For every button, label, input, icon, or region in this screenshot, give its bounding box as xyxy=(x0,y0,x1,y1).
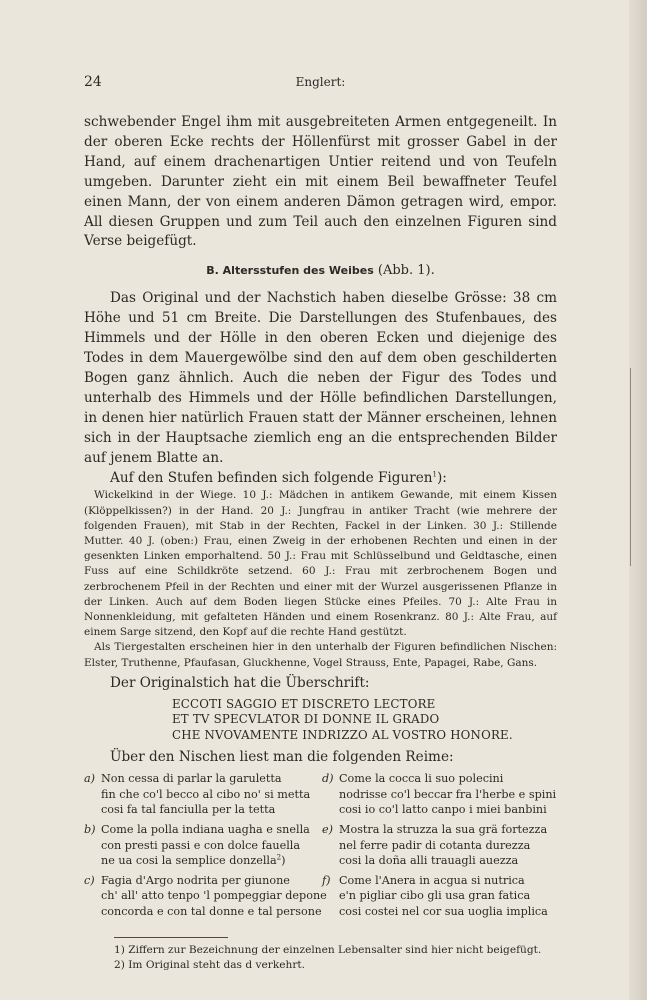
verses xyxy=(84,771,557,923)
verse-line: fin che co'l becco al cibo no' si metta xyxy=(101,787,311,801)
verse-stanza xyxy=(322,771,557,818)
verse-label: d) xyxy=(322,772,334,786)
verse-stanza xyxy=(322,873,557,920)
paragraph-verses-intro: Über den Nischen liest man die folgenden Reime: xyxy=(110,749,454,766)
verse-line: cosi fa tal fanciulla per la tetta xyxy=(101,803,276,817)
footnote-rule xyxy=(114,937,228,938)
page-number: 24 xyxy=(84,74,102,90)
verse-stanza xyxy=(322,822,557,869)
page-gutter xyxy=(629,0,647,1000)
intro-paragraph: schwebender Engel ihm mit ausgebreiteten Armen entgegeneilt. In der oberen Ecke rechts der Höllenfürst mit grosser Gabel in der Hand, auf einem drachenartigen Untier reitend und von Teufeln umgeben. Darunter zieht ein mit einem Beil bewaffneter Teufel einen Mann, der von einem anderen Dämon getragen wird, empor. All diesen Gruppen und zum Teil auch den einzelnen Figuren sind Verse beigefügt. xyxy=(84,114,557,250)
paragraph-dimensions: Das Original und der Nachstich haben dieselbe Grösse: 38 cm Höhe und 51 cm Breite. Die Darstellungen des Stufenbaues, des Himmels und der Hölle in den oberen Ecken und diejenige des Todes in dem Mauergewölbe sind den auf dem oben geschilderten Bogen ganz ähnlich. Auch die neben der Figur des Todes und unterhalb des Himmels und der Hölle befindlichen Darstellungen, in denen hier natürlich Frauen statt der Männer erscheinen, lehnen sich in der Hauptsache ziemlich eng an die entsprechenden Bilder auf jenem Blatte an. xyxy=(84,290,557,466)
footnote-ref-2-tail: ) xyxy=(281,854,286,868)
verse-line: nodrisse co'l beccar fra l'herbe e spini xyxy=(339,787,557,801)
verse-line: nel ferre padir di cotanta durezza xyxy=(339,838,531,852)
paragraph-inscription-intro: Der Originalstich hat die Überschrift: xyxy=(110,674,370,691)
verse-text: Non cessa di parlar la garuletta xyxy=(101,772,282,786)
verse-line: cosi costei nel cor sua uoglia implica xyxy=(339,904,548,918)
footnote-ref-1: 1 xyxy=(432,469,437,478)
running-head: Englert: xyxy=(295,75,346,89)
verse-text: Mostra la struzza la sua grä fortezza xyxy=(339,822,548,836)
binding-line xyxy=(630,368,631,566)
verse-line: cosi io co'l latto canpo i miei banbini xyxy=(339,803,547,817)
page-body xyxy=(84,113,557,973)
footnote: 1) Ziffern zur Bezeichnung der einzelnen Lebensalter sind hier nicht beigefügt. xyxy=(114,943,542,956)
verse-line xyxy=(84,873,319,889)
footnote-ref-2: 2 xyxy=(276,853,282,862)
page-header xyxy=(84,74,557,92)
verse-text: Come l'Anera in acgua si nutrica xyxy=(339,873,525,887)
inscription xyxy=(172,697,557,744)
verse-stanza xyxy=(84,873,327,920)
section-heading-figure-ref: (Abb. 1). xyxy=(377,263,435,279)
verse-text: Come la polla indiana uagha e snella xyxy=(101,822,310,836)
inscription-line: CHE NVOVAMENTE INDRIZZO AL VOSTRO HONORE. xyxy=(172,727,513,742)
verse-line: con presti passi e con dolce fauella xyxy=(101,838,301,852)
verse-line xyxy=(322,771,557,787)
verse-stanza xyxy=(84,822,319,869)
inscription-line: ECCOTI SAGGIO ET DISCRETO LECTORE xyxy=(172,696,436,711)
verse-line xyxy=(84,771,319,787)
figures-intro-text: Auf den Stufen befinden sich folgende Figuren xyxy=(110,469,433,486)
animals-description: Als Tiergestalten erscheinen hier in den unterhalb der Figuren befindlichen Nischen: Elster, Truthenne, Pfaufasan, Gluckhenne, Vogel Strauss, Ente, Papagei, Rabe, Gans. xyxy=(84,641,557,669)
figures-intro-tail: ): xyxy=(436,469,447,486)
verses-right-column xyxy=(322,771,557,923)
verse-line: ch' all' atto tenpo 'l pompeggiar depone xyxy=(101,889,327,903)
verse-line: concorda e con tal donne e tal persone xyxy=(101,904,322,918)
paragraph-figures-intro xyxy=(84,469,557,489)
verse-label: c) xyxy=(84,873,95,887)
verse-text: Fagia d'Argo nodrita per giunone xyxy=(101,873,290,887)
verse-line xyxy=(84,822,319,838)
verse-line: e'n pigliar cibo gli usa gran fatica xyxy=(339,889,531,903)
figures-description: Wickelkind in der Wiege. 10 J.: Mädchen in antikem Gewande, mit einem Kissen (Klöppelkissen?) in der Hand. 20 J.: Jungfrau in antiker Tracht (wie mehrere der folgenden Frauen), mit Stab in der Rechten, Fackel in der Linken. 30 J.: Stillende Mutter. 40 J. (oben:) Frau, einen Zweig in der erhobenen Rechten und einen in der gesenkten Linken emporhaltend. 50 J.: Frau mit Schlüsselbund und Geldtasche, einen Fuss auf eine Schildkröte setzend. 60 J.: Frau mit zerbrochenem Bogen und zerbrochenem Pfeil in der Rechten und einer mit der Wurzel ausgerissenen Pflanze in der Linken. Auch auf dem Boden liegen Stücke eines Pfeiles. 70 J.: Alte Frau in Nonnenkleidung, mit gefalteten Händen und einem Rosenkranz. 80 J.: Alte Frau, auf einem Sarge sitzend, den Kopf auf die rechte Hand gestützt. xyxy=(84,489,557,639)
verse-text: Come la cocca li suo polecini xyxy=(339,772,504,786)
section-heading xyxy=(84,262,557,280)
section-heading-title: B. Altersstufen des Weibes xyxy=(206,264,374,278)
verse-stanza xyxy=(84,771,319,818)
verse-label: a) xyxy=(84,772,96,786)
verse-label: e) xyxy=(322,822,333,836)
verse-text: ne ua cosi la semplice donzella xyxy=(101,854,277,868)
footnote: 2) Im Original steht das d verkehrt. xyxy=(114,958,306,971)
verse-line: cosi la doña alli trauagli auezza xyxy=(339,854,519,868)
verse-label: b) xyxy=(84,822,96,836)
inscription-line: ET TV SPECVLATOR DI DONNE IL GRADO xyxy=(172,712,440,727)
verse-label: f) xyxy=(322,873,331,887)
verse-line xyxy=(322,822,557,838)
verse-line xyxy=(322,873,557,889)
verses-left-column xyxy=(84,771,327,923)
verse-line xyxy=(84,853,319,869)
